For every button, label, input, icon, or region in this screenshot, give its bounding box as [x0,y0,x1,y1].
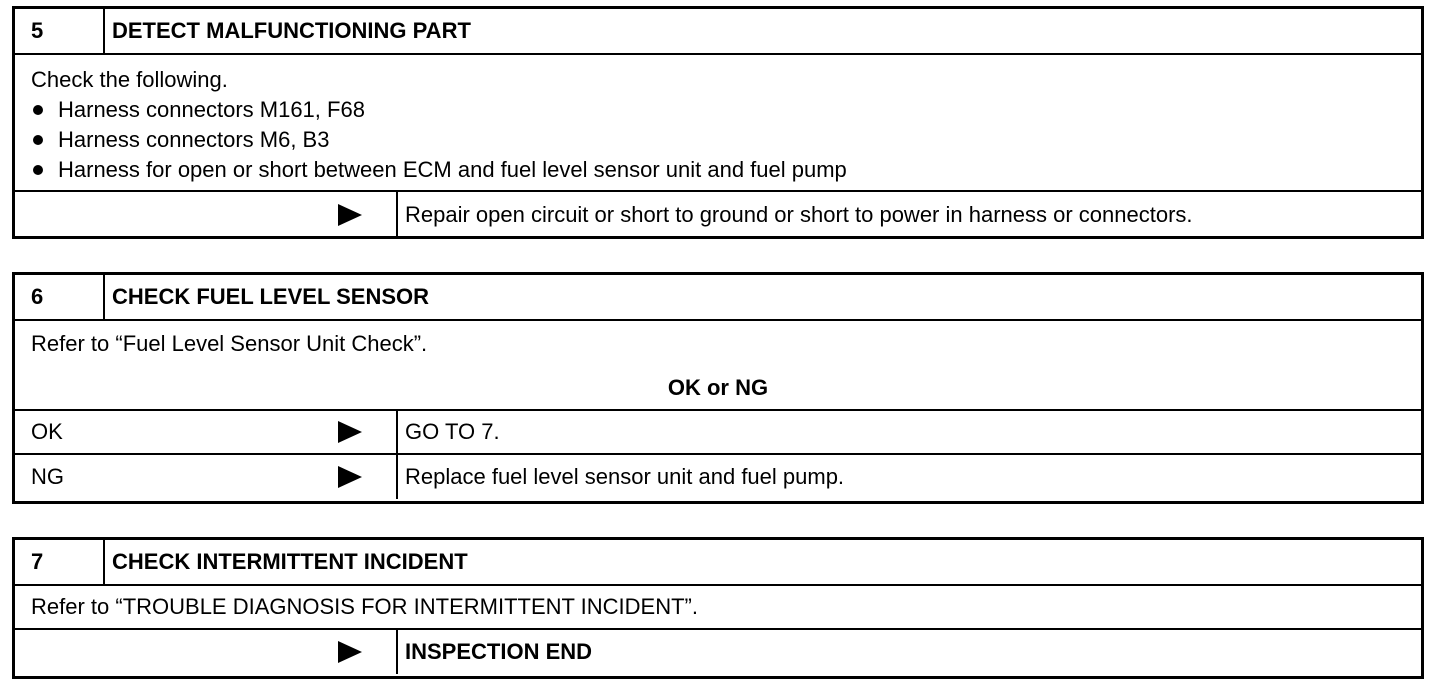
right-triangle-arrow-icon [338,421,362,443]
step-number: 6 [15,275,105,319]
step-title: CHECK INTERMITTENT INCIDENT [112,549,468,574]
list-item-text: Harness for open or short between ECM and fuel level sensor unit and fuel pump [58,157,847,182]
result-action: INSPECTION END [405,639,593,664]
result-row [15,630,1421,674]
result-condition [15,630,398,674]
step-number: 5 [15,9,105,53]
result-row [15,192,1421,238]
bullet-icon [33,105,43,115]
step-header [15,540,1421,586]
list-item [31,155,1405,185]
list-item-text: Harness connectors M6, B3 [58,127,330,152]
result-condition [15,455,398,499]
bullet-icon [33,165,43,175]
step-7-box [12,537,1424,679]
step-instructions [15,55,1421,192]
step-header [15,275,1421,321]
result-label: NG [31,464,64,489]
step-title: CHECK FUEL LEVEL SENSOR [112,284,430,309]
result-label: OK [31,419,63,444]
result-row-ng [15,455,1421,499]
instruction-intro: Check the following. [31,67,228,92]
result-condition [15,192,398,238]
step-5-box [12,6,1424,239]
list-item [31,125,1405,155]
step-instructions: Refer to “TROUBLE DIAGNOSIS FOR INTERMITTENT INCIDENT”. [15,586,1421,630]
right-triangle-arrow-icon [338,204,362,226]
result-row-ok [15,411,1421,455]
step-instructions: Refer to “Fuel Level Sensor Unit Check”. [31,331,428,356]
ok-or-ng-question: OK or NG [15,367,1421,411]
list-item-text: Harness connectors M161, F68 [58,97,365,122]
result-action: Repair open circuit or short to ground or short to power in harness or connectors. [405,202,1193,227]
list-item [31,95,1405,125]
step-header [15,9,1421,55]
result-action: Replace fuel level sensor unit and fuel pump. [405,464,845,489]
step-title: DETECT MALFUNCTIONING PART [112,18,471,43]
result-action: GO TO 7. [405,419,500,444]
step-number: 7 [15,540,105,584]
bullet-icon [33,135,43,145]
result-condition [15,411,398,453]
right-triangle-arrow-icon [338,466,362,488]
step-6-box [12,272,1424,504]
right-triangle-arrow-icon [338,641,362,663]
